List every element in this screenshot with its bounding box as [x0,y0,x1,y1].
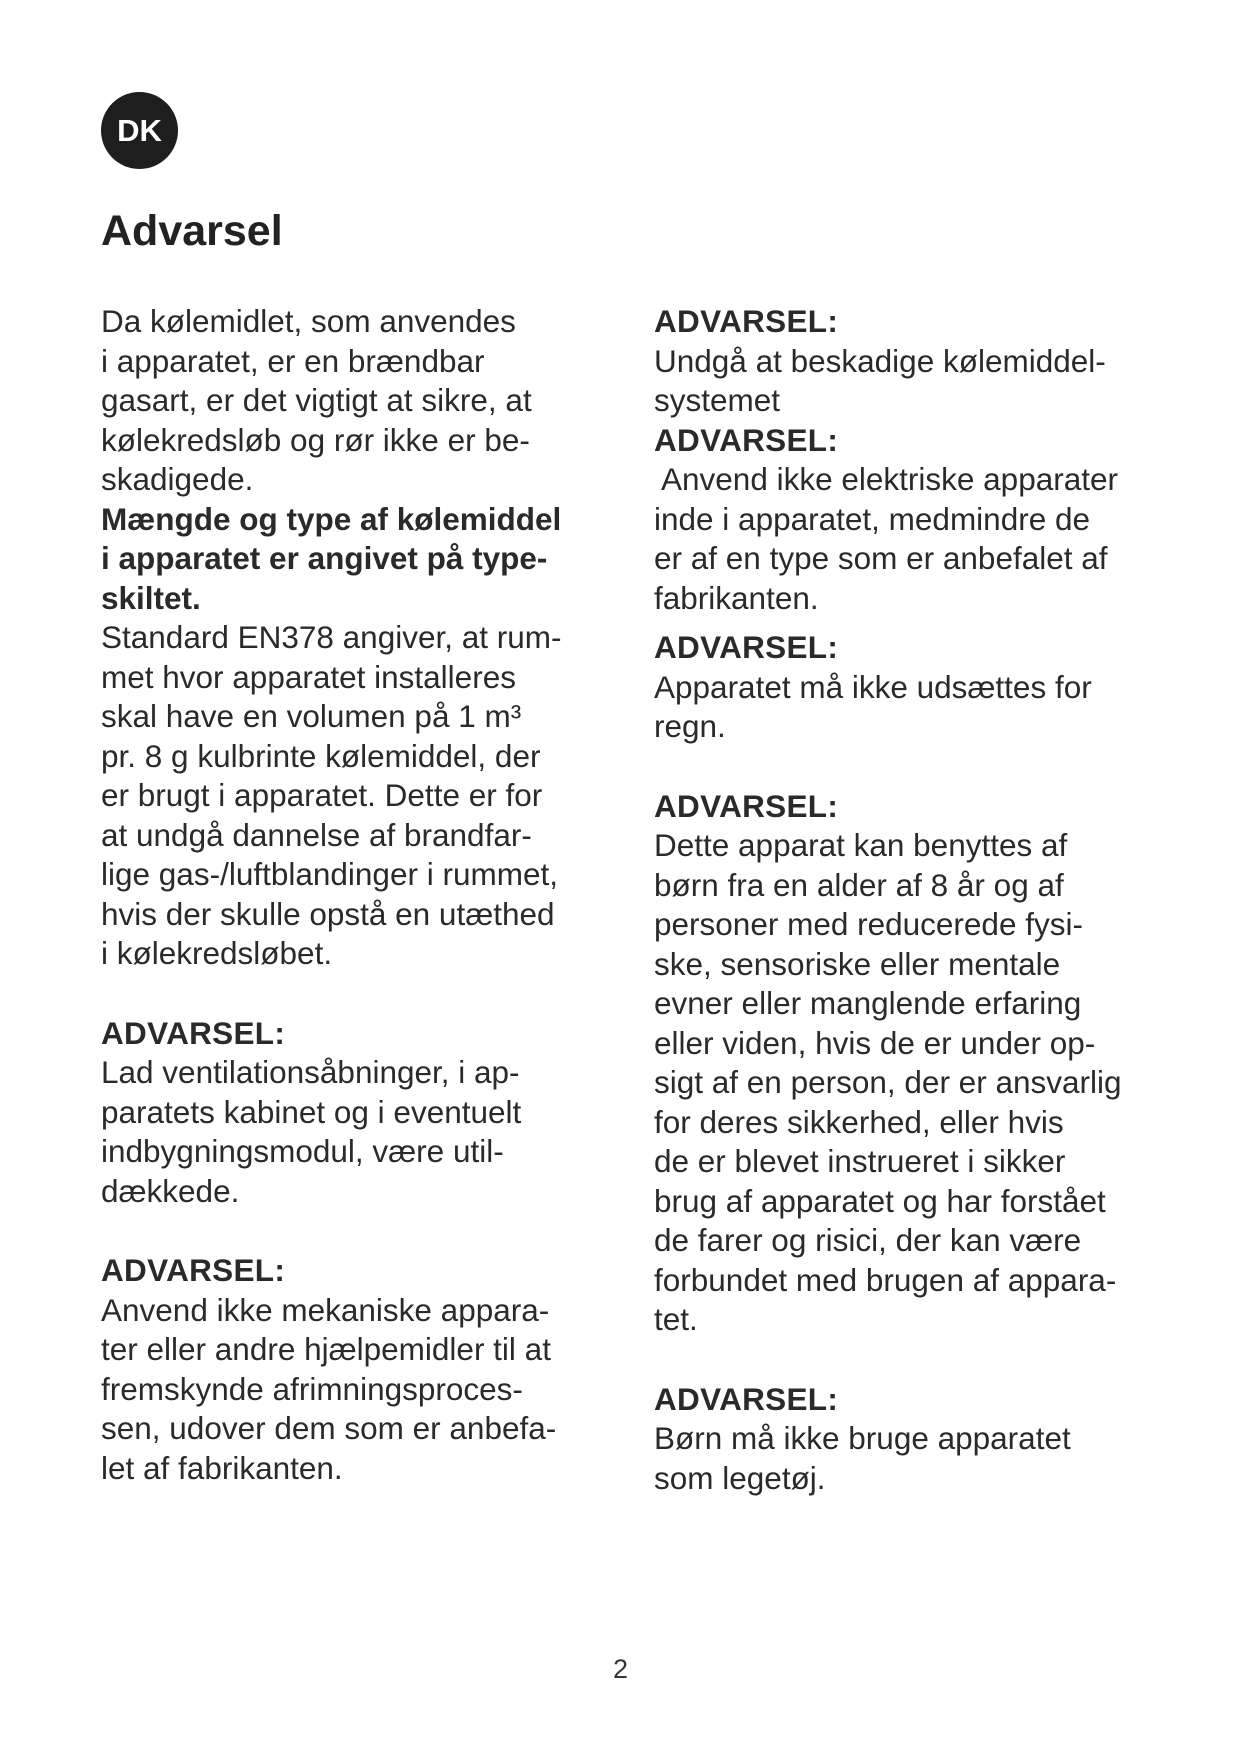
bold-note [101,500,621,619]
text-line: met hvor apparatet installeres [101,658,516,695]
text-line: Mængde og type af kølemiddel [101,500,562,537]
text-line: let af fabrikanten. [101,1449,343,1486]
text-line: ske, sensoriske eller mentale [654,945,1061,982]
text-line: skiltet. [101,579,201,616]
warning-mechanical-devices [101,1251,621,1488]
text-line: forbundet med brugen af appara- [654,1261,1117,1298]
text-line: inde i apparatet, medmindre de [654,500,1091,537]
page-title: Advarsel [101,207,283,255]
warning-heading: ADVARSEL: [654,421,839,458]
text-line: dækkede. [101,1172,240,1209]
text-line: evner eller manglende erfaring [654,985,1082,1021]
text-line: hvis der skulle opstå en utæthed [101,895,555,932]
text-line: sigt af en person, der er ansvarlig [654,1064,1122,1100]
text-line: de er blevet instrueret i sikker [654,1143,1066,1179]
text-line: indbygningsmodul, være util- [101,1133,504,1169]
warning-heading: ADVARSEL: [654,1380,839,1417]
text-line: Lad ventilationsåbninger, i ap- [101,1054,520,1090]
text-line: skadigede. [101,461,254,497]
intro-paragraph [101,302,621,500]
text-line: børn fra en alder af 8 år og af [654,866,1064,903]
text-line: eller viden, hvis de er under op- [654,1024,1096,1061]
text-line: skal have en volumen på 1 m³ [101,698,522,734]
text-line: brug af apparatet og har forstået [654,1182,1106,1219]
text-line: systemet [654,382,781,418]
text-line: paratets kabinet og i eventuelt [101,1093,522,1130]
text-line: tet. [654,1301,698,1337]
text-line: er brugt i apparatet. Dette er for [101,777,543,813]
warning-heading: ADVARSEL: [654,303,839,339]
warning-heading: ADVARSEL: [101,1252,286,1288]
warning-children-play [654,1380,1194,1499]
left-column [101,302,621,1488]
text-line: pr. 8 g kulbrinte kølemiddel, der [101,737,541,774]
page-number: 2 [612,1654,629,1684]
text-line: Dette apparat kan benyttes af [654,827,1068,863]
text-line: for deres sikkerhed, eller hvis [654,1103,1064,1140]
language-badge: DK [101,92,178,169]
text-line: ter eller andre hjælpemidler til at [101,1331,551,1367]
text-line: i apparatet, er en brændbar [101,342,485,379]
text-line: lige gas-/luftblandinger i rummet, [101,856,558,892]
warning-refrigerant-system [654,302,1194,421]
text-line: Apparatet må ikke udsættes for [654,668,1092,705]
warning-children-persons [654,787,1194,1340]
text-line: Standard EN378 angiver, at rum- [101,619,562,655]
text-line: er af en type som er anbefalet af [654,540,1108,576]
warning-ventilation [101,1014,621,1212]
text-line: personer med reducerede fysi- [654,906,1083,942]
text-line: de farer og risici, der kan være [654,1222,1082,1258]
text-line: sen, udover dem som er anbefa- [101,1410,557,1446]
text-line: at undgå dannelse af brandfar- [101,816,532,853]
text-line: Undgå at beskadige kølemiddel- [654,342,1106,379]
text-line: Anvend ikke mekaniske appara- [101,1291,550,1328]
text-line: som legetøj. [654,1459,826,1496]
right-column [654,302,1194,1498]
text-line: Da kølemidlet, som anvendes [101,303,516,339]
warning-heading: ADVARSEL: [101,1014,286,1051]
warning-heading: ADVARSEL: [654,787,839,824]
warning-electrical-devices [654,421,1194,619]
standard-paragraph [101,618,621,974]
warning-rain [654,628,1194,747]
text-line: Anvend ikke elektriske apparater [654,461,1119,497]
text-line: gasart, er det vigtigt at sikre, at [101,382,532,418]
text-line: Børn må ikke bruge apparatet [654,1420,1071,1456]
text-line: regn. [654,708,726,744]
text-line: fremskynde afrimningsproces- [101,1370,523,1407]
text-line: fabrikanten. [654,579,819,616]
text-line: kølekredsløb og rør ikke er be- [101,421,530,458]
text-line: i apparatet er angivet på type- [101,540,548,576]
warning-heading: ADVARSEL: [654,629,839,665]
text-line: i kølekredsløbet. [101,935,333,971]
